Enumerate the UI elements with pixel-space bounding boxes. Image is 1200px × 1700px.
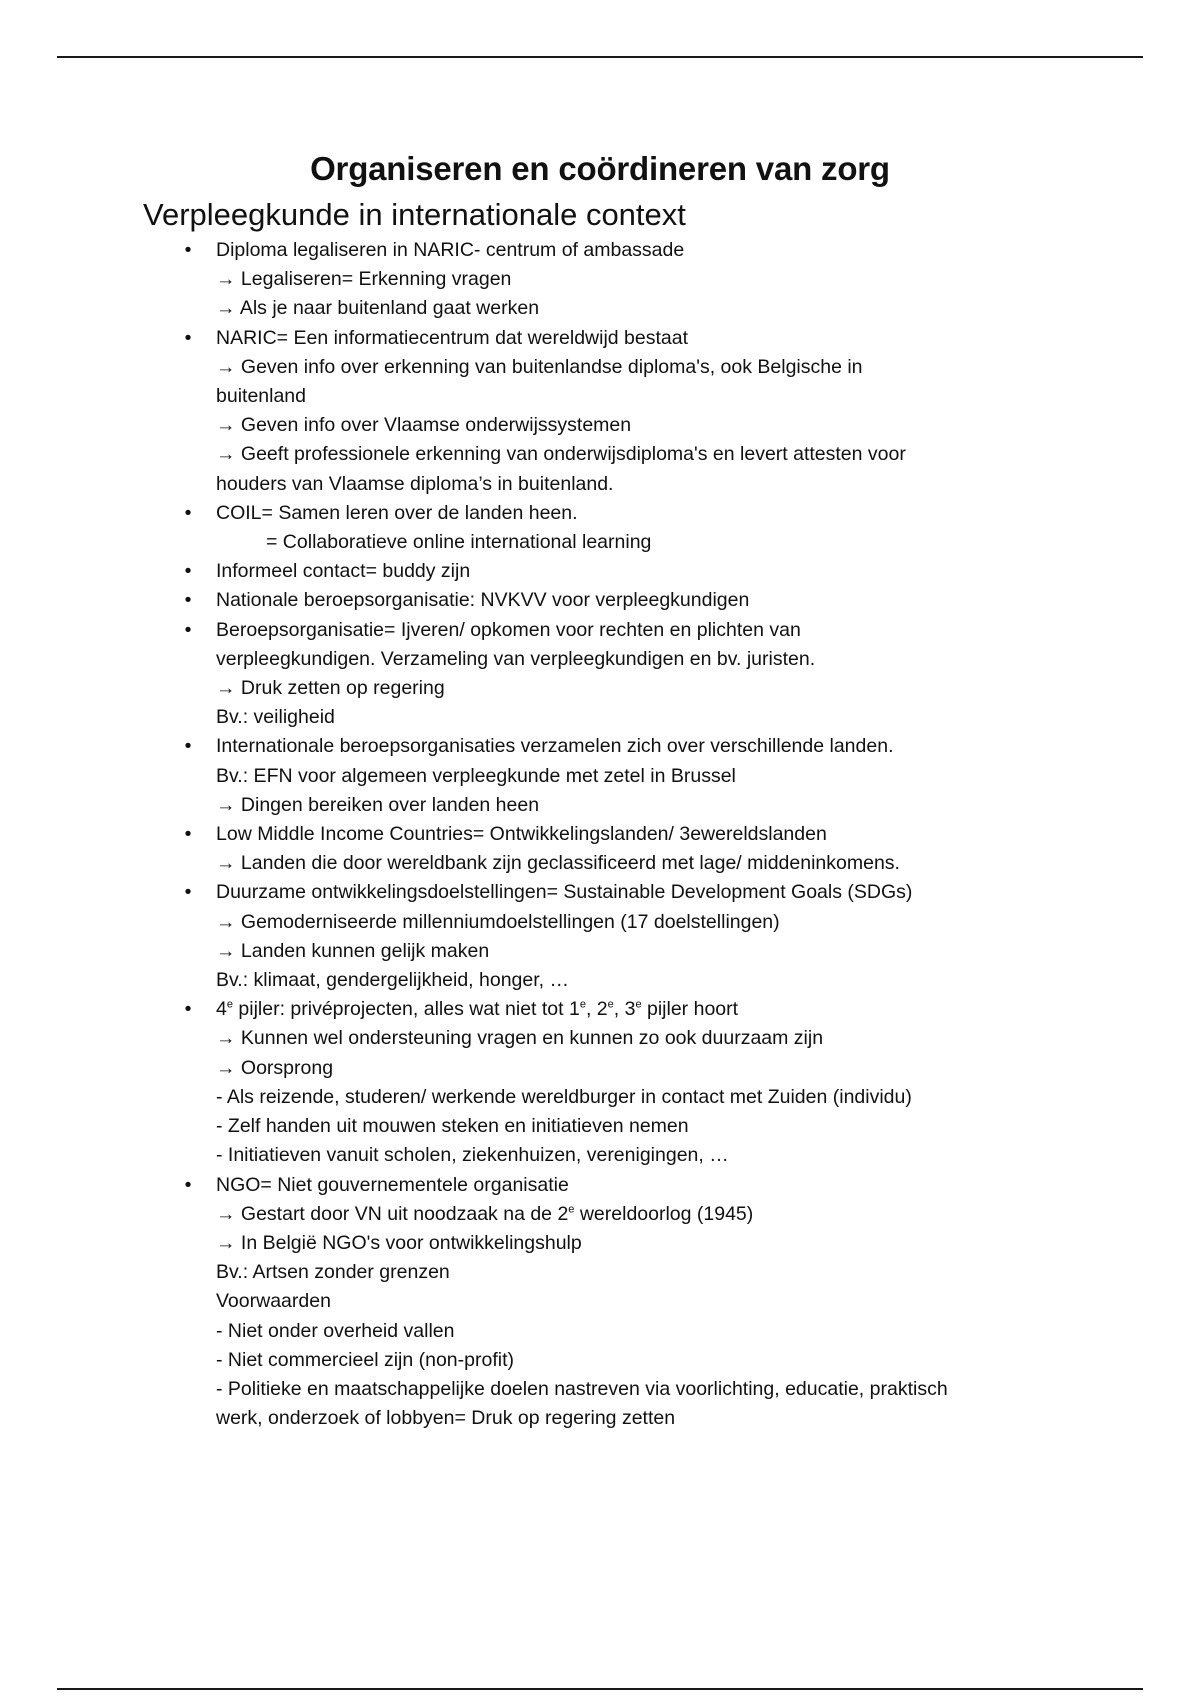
text-run: 4 (216, 998, 227, 1021)
superscript: e (607, 998, 614, 1011)
item-line: → Oorsprong (216, 1056, 334, 1079)
item-line: → Dingen bereiken over landen heen (216, 793, 540, 816)
bullet-icon: • (184, 823, 192, 846)
bullet-icon: • (184, 326, 192, 349)
section-heading: Verpleegkunde in internationale context (143, 197, 686, 232)
bullet-icon: • (184, 501, 192, 524)
item-line: → Geeft professionele erkenning van onderwijsdiploma's en levert attesten voor (216, 443, 906, 466)
bullet-icon: • (184, 618, 192, 641)
item-line: - Initiatieven vanuit scholen, ziekenhuizen, verenigingen, … (216, 1144, 729, 1167)
item-line: → In België NGO's voor ontwikkelingshulp (216, 1231, 582, 1254)
text-run: , 2 (585, 998, 608, 1021)
item-line: verpleegkundigen. Verzameling van verpleegkundigen en bv. juristen. (216, 647, 816, 670)
item-line: → Landen kunnen gelijk maken (216, 939, 490, 962)
bullet-icon: • (184, 589, 192, 612)
item-line: Informeel contact= buddy zijn (216, 560, 471, 583)
list-item (143, 820, 1073, 878)
text-run: pijler: privéprojecten, alles wat niet tot 1 (232, 998, 580, 1021)
item-line: Bv.: Artsen zonder grenzen (216, 1261, 450, 1284)
item-line: - Als reizende, studeren/ werkende wereldburger in contact met Zuiden (individu) (216, 1085, 912, 1108)
item-line: → Kunnen wel ondersteuning vragen en kunnen zo ook duurzaam zijn (216, 1027, 824, 1050)
item-line: NGO= Niet gouvernementele organisatie (216, 1173, 569, 1196)
list-item (143, 499, 1073, 557)
superscript: e (579, 998, 586, 1011)
text-run: pijler hoort (641, 998, 739, 1021)
list-item (143, 557, 1073, 586)
item-line: = Collaboratieve online international learning (266, 531, 652, 554)
footer-rule (57, 1688, 1143, 1690)
bullet-icon: • (184, 239, 192, 261)
item-line: houders van Vlaamse diploma’s in buitenland. (216, 472, 614, 495)
item-line: → Als je naar buitenland gaat werken (216, 297, 540, 320)
page-title: Organiseren en coördineren van zorg (310, 150, 890, 187)
item-line: buitenland (216, 385, 306, 408)
bullet-icon: • (184, 998, 192, 1021)
item-line: Low Middle Income Countries= Ontwikkelingslanden/ 3ewereldslanden (216, 823, 827, 846)
item-line: NARIC= Een informatiecentrum dat wereldwijd bestaat (216, 326, 689, 349)
bullet-icon: • (184, 881, 192, 904)
item-line: Bv.: veiligheid (216, 706, 335, 729)
item-line: Voorwaarden (216, 1290, 331, 1313)
list-item (143, 616, 1073, 733)
list-item (143, 1171, 1073, 1434)
item-line: Bv.: klimaat, gendergelijkheid, honger, … (216, 969, 569, 992)
item-line: → Legaliseren= Erkenning vragen (216, 268, 512, 291)
text-run: wereldoorlog (1945) (574, 1202, 754, 1225)
list-item (143, 324, 1073, 499)
list-item (143, 236, 1073, 324)
item-line: Diploma legaliseren in NARIC- centrum of ambassade (216, 239, 685, 261)
item-line: → Geven info over Vlaamse onderwijssystemen (216, 414, 632, 437)
item-line: Bv.: EFN voor algemeen verpleegkunde met zetel in Brussel (216, 764, 736, 787)
superscript: e (568, 1203, 575, 1216)
item-line (216, 995, 1073, 1024)
superscript: e (635, 998, 642, 1011)
item-line: - Niet onder overheid vallen (216, 1319, 455, 1342)
bullet-icon: • (184, 560, 192, 583)
text-run: → Gestart door VN uit noodzaak na de 2 (216, 1202, 569, 1225)
bullet-list (143, 236, 1073, 1433)
bullet-icon: • (184, 1173, 192, 1196)
text-run: , 3 (613, 998, 636, 1021)
item-line: COIL= Samen leren over de landen heen. (216, 501, 578, 524)
item-line: Duurzame ontwikkelingsdoelstellingen= Sustainable Development Goals (SDGs) (216, 881, 913, 904)
item-line (216, 1200, 1073, 1229)
list-item (143, 995, 1073, 1170)
item-line: → Landen die door wereldbank zijn geclassificeerd met lage/ middeninkomens. (216, 852, 900, 875)
list-item (143, 586, 1073, 615)
bullet-icon: • (184, 735, 192, 758)
item-line: Beroepsorganisatie= Ijveren/ opkomen voor rechten en plichten van (216, 618, 801, 641)
item-line: Nationale beroepsorganisatie: NVKVV voor verpleegkundigen (216, 589, 750, 612)
item-line: Internationale beroepsorganisaties verzamelen zich over verschillende landen. (216, 735, 894, 758)
list-item (143, 878, 1073, 995)
superscript: e (226, 998, 233, 1011)
header-rule (57, 56, 1143, 58)
item-line: → Gemoderniseerde millenniumdoelstellingen (17 doelstellingen) (216, 910, 780, 933)
item-line: - Niet commercieel zijn (non-profit) (216, 1348, 514, 1371)
item-line: → Druk zetten op regering (216, 677, 445, 700)
list-item (143, 732, 1073, 820)
item-line: → Geven info over erkenning van buitenlandse diploma's, ook Belgische in (216, 355, 863, 378)
item-line: - Politieke en maatschappelijke doelen nastreven via voorlichting, educatie, praktisch (216, 1377, 948, 1400)
item-line: werk, onderzoek of lobbyen= Druk op regering zetten (216, 1407, 676, 1430)
item-line: - Zelf handen uit mouwen steken en initiatieven nemen (216, 1115, 689, 1138)
